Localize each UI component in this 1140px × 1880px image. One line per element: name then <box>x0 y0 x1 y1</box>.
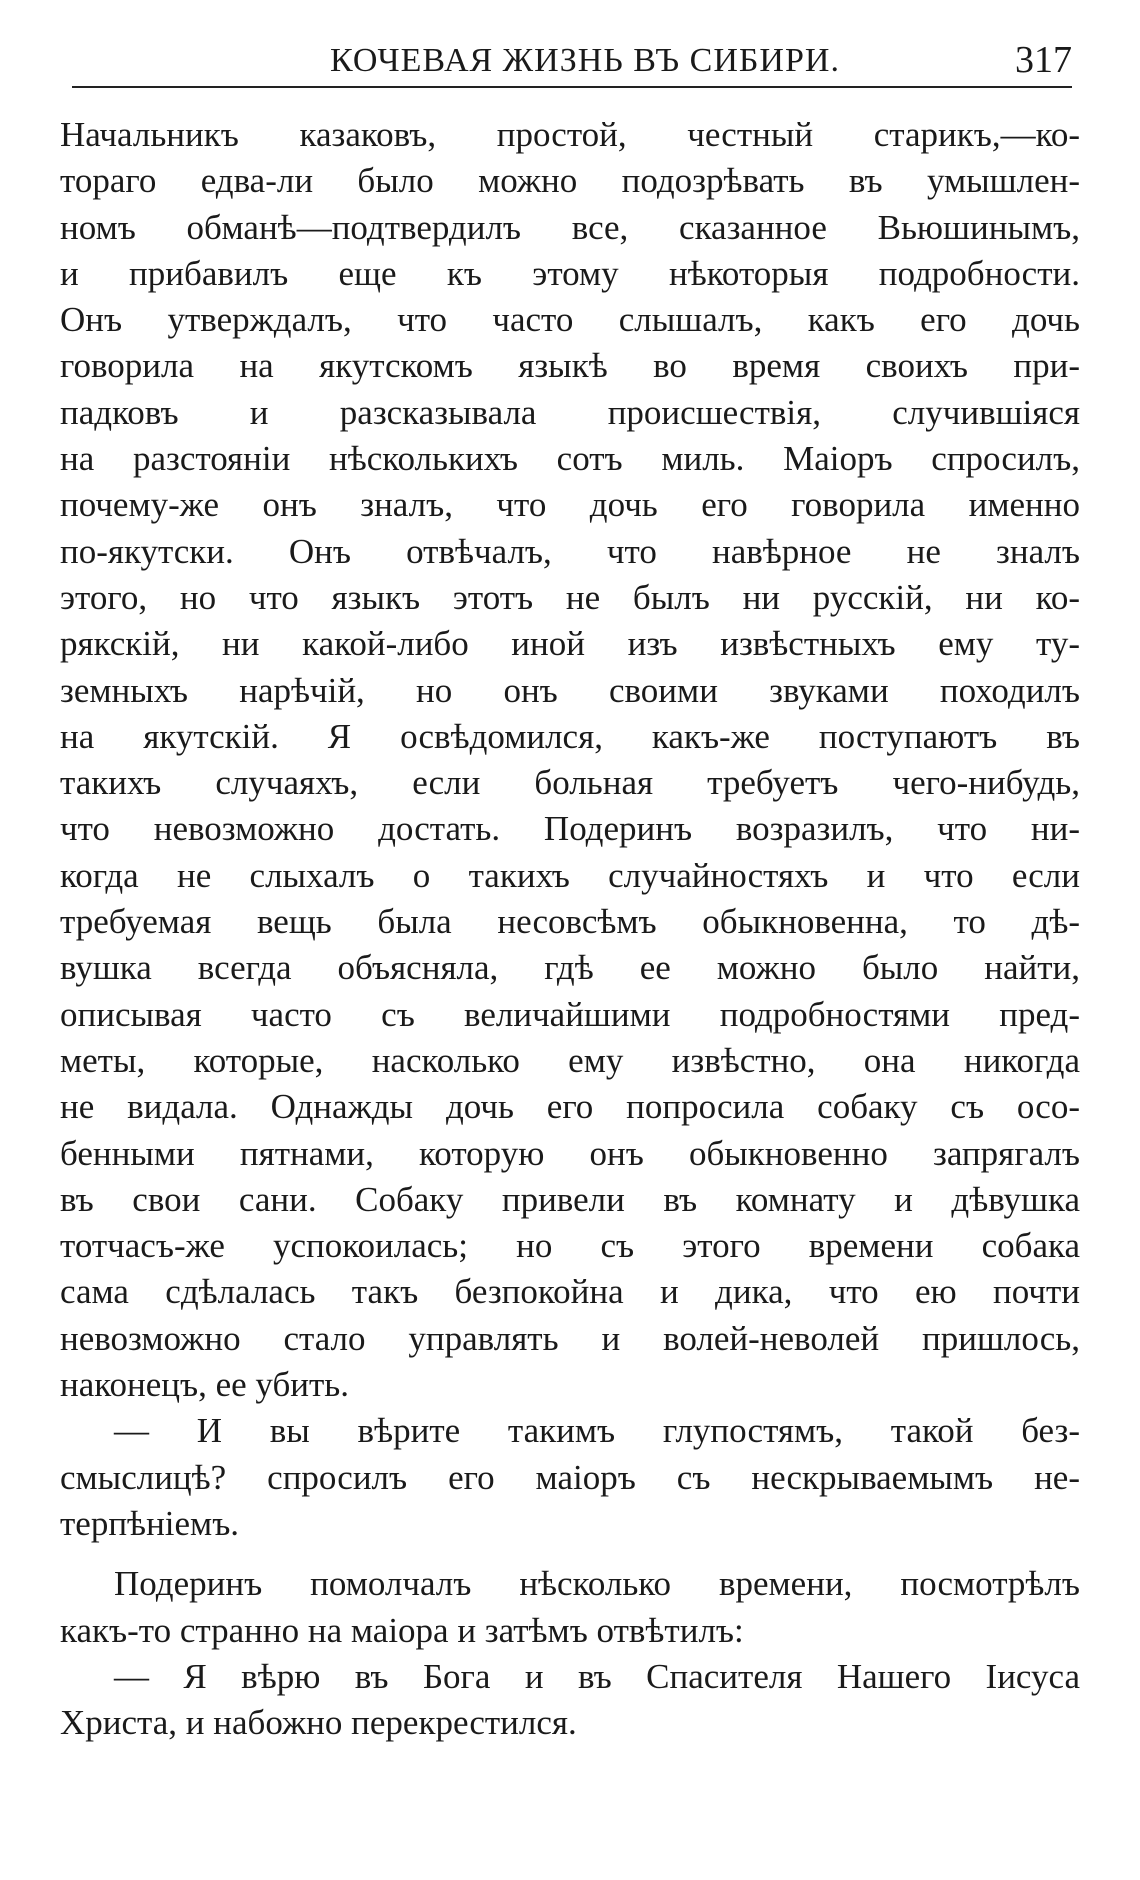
text-line: невозможно стало управлять и волей-неволей пришлось, <box>60 1318 1080 1358</box>
text-line: этого, но что языкъ этотъ не былъ ни русскій, ни ко- <box>60 577 1080 617</box>
text-line: земныхъ нарѣчій, но онъ своими звуками походилъ <box>60 670 1080 710</box>
text-line: почему-же онъ зналъ, что дочь его говорила именно <box>60 485 1080 525</box>
page-number: 317 <box>1015 39 1072 81</box>
text-line: на разстояніи нѣсколькихъ сотъ миль. Маіоръ спросилъ, <box>60 439 1080 479</box>
text-line: номъ обманѣ—подтвердилъ все, сказанное Вьюшинымъ, <box>60 207 1080 247</box>
text-line: тотчасъ-же успокоилась; но съ этого времени собака <box>60 1226 1080 1266</box>
text-line: — И вы вѣрите такимъ глупостямъ, такой без- <box>114 1411 1080 1451</box>
text-line: и прибавилъ еще къ этому нѣкоторыя подробности. <box>60 253 1080 293</box>
text-line: бенными пятнами, которую онъ обыкновенно запрягалъ <box>60 1133 1080 1173</box>
text-line: меты, которые, насколько ему извѣстно, она никогда <box>60 1040 1080 1080</box>
text-line: такихъ случаяхъ, если больная требуетъ чего-нибудь, <box>60 763 1080 803</box>
text-line: что невозможно достать. Подеринъ возразилъ, что ни- <box>60 809 1080 849</box>
body-text <box>60 112 1080 1746</box>
text-line: тораго едва-ли было можно подозрѣвать въ умышлен- <box>60 161 1080 201</box>
text-line: Онъ утверждалъ, что часто слышалъ, какъ его дочь <box>60 300 1080 340</box>
text-line: Начальникъ казаковъ, простой, честный старикъ,—ко- <box>60 115 1080 154</box>
running-title: КОЧЕВАЯ ЖИЗНЬ ВЪ СИБИРИ. <box>330 42 840 79</box>
header-rule <box>72 86 1072 88</box>
text-line: Христа, и набожно перекрестился. <box>60 1703 577 1743</box>
text-line: падковъ и разсказывала происшествія, случившіяся <box>60 392 1080 432</box>
text-line: смыслицѣ? спросилъ его маіоръ съ нескрываемымъ не- <box>60 1457 1080 1497</box>
text-line: въ свои сани. Собаку привели въ комнату и дѣвушка <box>60 1179 1080 1219</box>
text-line: — Я вѣрю въ Бога и въ Спасителя Нашего Іисуса <box>114 1656 1080 1696</box>
text-line: когда не слыхалъ о такихъ случайностяхъ и что если <box>60 855 1080 895</box>
text-line: по-якутски. Онъ отвѣчалъ, что навѣрное не зналъ <box>60 531 1080 571</box>
text-line: на якутскій. Я освѣдомился, какъ-же поступаютъ въ <box>60 716 1080 756</box>
text-line: какъ-то странно на маіора и затѣмъ отвѣтилъ: <box>60 1610 744 1650</box>
text-line: сама сдѣлалась такъ безпокойна и дика, что ею почти <box>60 1272 1080 1312</box>
text-line: говорила на якутскомъ языкѣ во время своихъ при- <box>60 346 1080 386</box>
text-line: описывая часто съ величайшими подробностями пред- <box>60 994 1080 1034</box>
text-line: Подеринъ помолчалъ нѣсколько времени, посмотрѣлъ <box>114 1564 1080 1604</box>
text-line: наконецъ, ее убить. <box>60 1365 349 1405</box>
text-line: терпѣніемъ. <box>60 1503 240 1543</box>
text-line: вушка всегда объясняла, гдѣ ее можно было найти, <box>60 948 1080 988</box>
text-line: не видала. Однажды дочь его попросила собаку съ осо- <box>60 1087 1080 1127</box>
text-line: требуемая вещь была несовсѣмъ обыкновенна, то дѣ- <box>60 902 1080 942</box>
text-line: рякскій, ни какой-либо иной изъ извѣстныхъ ему ту- <box>60 624 1080 664</box>
